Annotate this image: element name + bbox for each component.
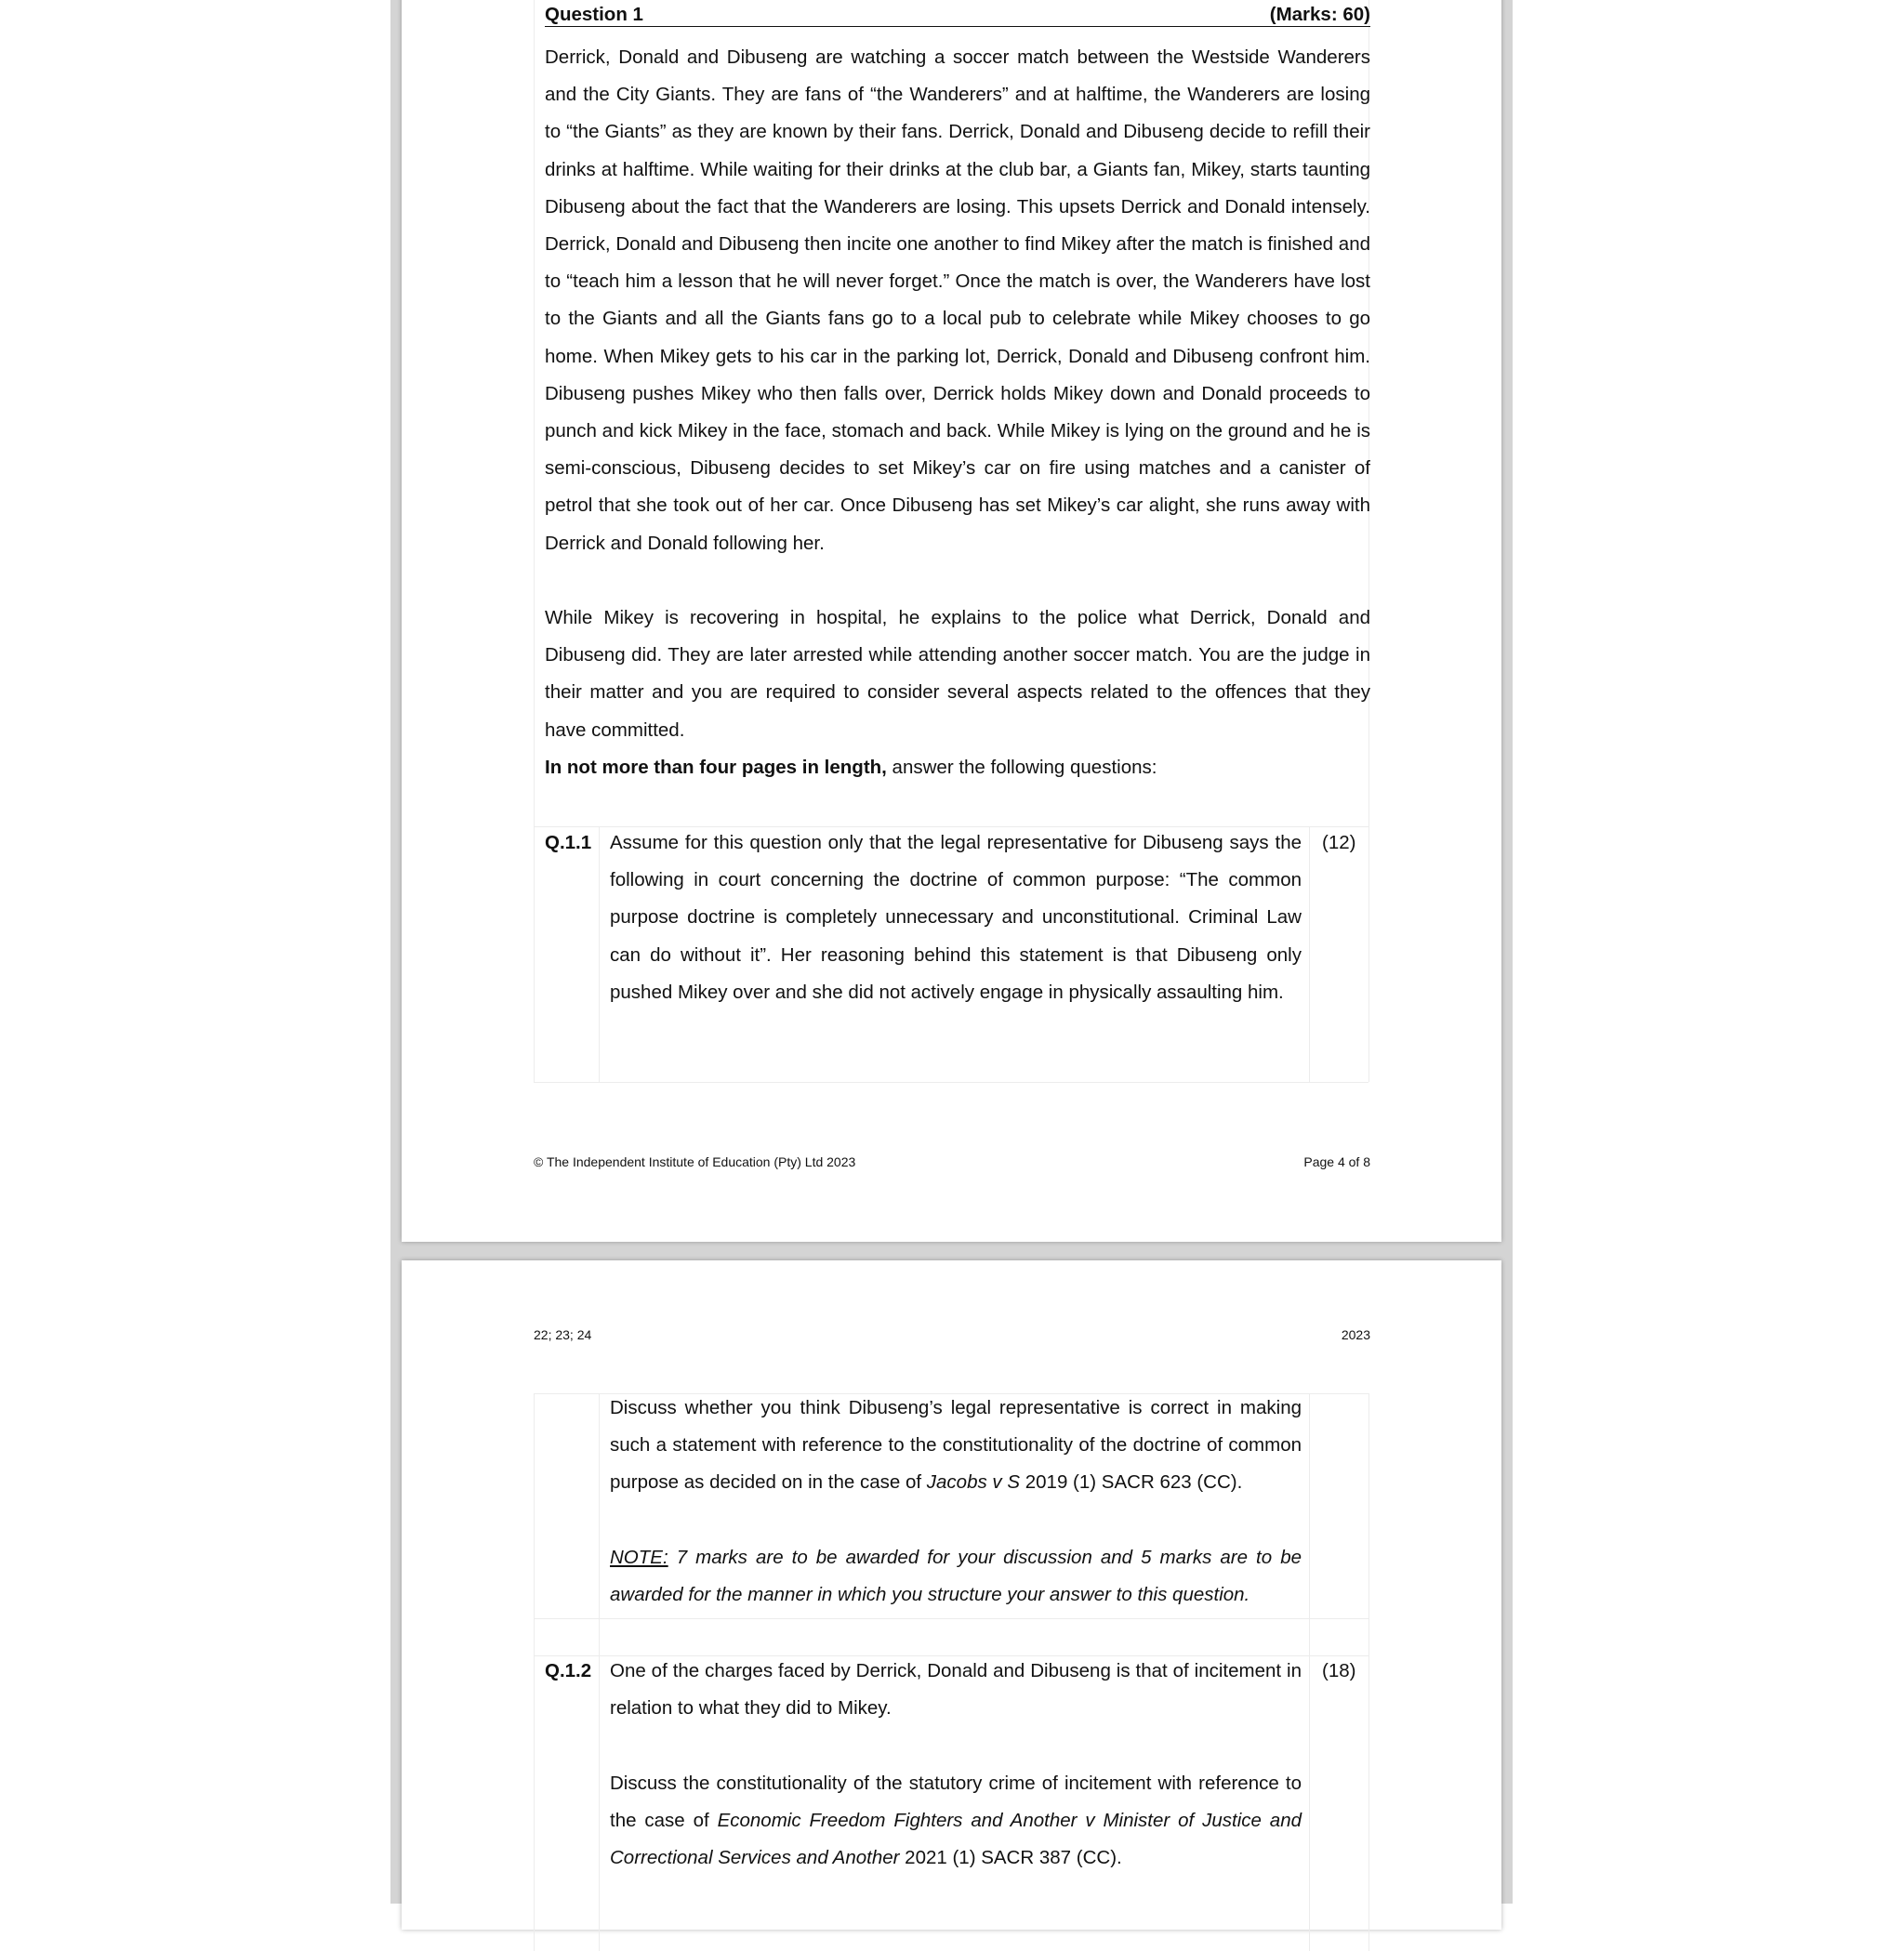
question-1-2-marks: (18) bbox=[1322, 1660, 1356, 1681]
table-border-left bbox=[534, 0, 535, 1082]
note-text: 7 marks are to be awarded for your discussion and 5 marks are to be awarded for the manner in which you structure your answer to this question. bbox=[610, 1547, 1302, 1606]
citation-reference: 2021 (1) SACR 387 (CC). bbox=[899, 1847, 1122, 1869]
table-bottom-border bbox=[534, 1082, 1368, 1083]
document-page-5 bbox=[402, 1260, 1501, 1930]
scenario-paragraph-1: Derrick, Donald and Dibuseng are watching a soccer match between the Westside Wanderers and the City Giants. They are fans of “the Wanderers” and at halftime, the Wanderers are losing to “the Giants” as they are known by their fans. Derrick, Donald and Dibuseng decide to refill their drinks at halftime. While waiting for their drinks at the club bar, a Giants fan, Mikey, starts taunting Dibuseng about the fact that the Wanderers are losing. This upsets Derrick and Donald intensely. Derrick, Donald and Dibuseng then incite one another to find Mikey after the match is finished and to “teach him a lesson that he will never forget.” Once the match is over, the Wanderers have lost to the Giants and all the Giants fans go to a local pub to celebrate while Mikey chooses to go home. When Mikey gets to his car in the parking lot, Derrick, Donald and Dibuseng confront him. Dibuseng pushes Mikey who then falls over, Derrick holds Mikey down and Donald proceeds to punch and kick Mikey in the face, stomach and back. While Mikey is lying on the ground and he is semi-conscious, Dibuseng decides to set Mikey’s car on fire using matches and a canister of petrol that she took out of her car. Once Dibuseng has set Mikey’s car alight, she runs away with Derrick and Donald following her. bbox=[545, 46, 1370, 554]
note-label: NOTE: bbox=[610, 1547, 668, 1568]
case-citation: Jacobs v S bbox=[926, 1471, 1021, 1494]
question-number-1-2: Q.1.2 bbox=[545, 1660, 592, 1681]
question-heading bbox=[545, 4, 1370, 27]
instruction-text: answer the following questions: bbox=[886, 757, 1157, 778]
document-page-4 bbox=[402, 0, 1501, 1242]
instruction-line bbox=[545, 749, 1370, 786]
discussion-text: Discuss whether you think Dibuseng’s legal representative is correct in making such a statement with reference to the constitutionality of the doctrine of common purpose as decided on in the case of bbox=[610, 1397, 1302, 1494]
table-row-divider bbox=[534, 1618, 1368, 1619]
question-1-2-discussion bbox=[610, 1765, 1302, 1878]
table-col-divider bbox=[599, 826, 600, 1082]
footer-page-number: Page 4 of 8 bbox=[1303, 1154, 1370, 1169]
question-1-1-text: Assume for this question only that the legal representative for Dibuseng says the following in court concerning the doctrine of common purpose: “The common purpose doctrine is completely unnecessary and unconstitutional. Criminal Law can do without it”. Her reasoning behind this statement is that Dibuseng only pushed Mikey over and she did not actively engage in physically assaulting him. bbox=[610, 832, 1302, 1003]
scenario-paragraph-2: While Mikey is recovering in hospital, he explains to the police what Derrick, Donald and Dibuseng did. They are later arrested while attending another soccer match. You are the judge in their matter and you are required to consider several aspects related to the offences that they have committed. bbox=[545, 607, 1370, 741]
question-1-1-discussion bbox=[610, 1390, 1302, 1502]
question-number-1-1: Q.1.1 bbox=[545, 832, 592, 853]
question-title: Question 1 bbox=[545, 4, 643, 25]
question-1-1-marks: (12) bbox=[1322, 832, 1356, 853]
marking-note bbox=[610, 1539, 1302, 1614]
question-1-2-text: One of the charges faced by Derrick, Donald and Dibuseng is that of incitement in relation to what they did to Mikey. bbox=[610, 1660, 1302, 1720]
table-border-left bbox=[534, 1393, 535, 1951]
table-col-divider bbox=[1309, 1393, 1310, 1951]
instruction-emphasis: In not more than four pages in length, bbox=[545, 757, 887, 778]
question-total-marks: (Marks: 60) bbox=[1269, 4, 1370, 25]
table-col-divider bbox=[1309, 826, 1310, 1082]
discussion-text: Discuss the constitutionality of the statutory crime of incitement with reference to the case of bbox=[610, 1773, 1302, 1832]
table-border-right bbox=[1368, 1393, 1369, 1951]
header-module-codes: 22; 23; 24 bbox=[534, 1327, 592, 1342]
footer-copyright: © The Independent Institute of Education (Pty) Ltd 2023 bbox=[534, 1154, 856, 1169]
case-citation: Economic Freedom Fighters and Another v Minister of Justice and Correctional Services and Another bbox=[610, 1810, 1302, 1869]
header-year: 2023 bbox=[1341, 1327, 1370, 1342]
citation-reference: 2019 (1) SACR 623 (CC). bbox=[1020, 1471, 1243, 1494]
table-col-divider bbox=[599, 1393, 600, 1951]
